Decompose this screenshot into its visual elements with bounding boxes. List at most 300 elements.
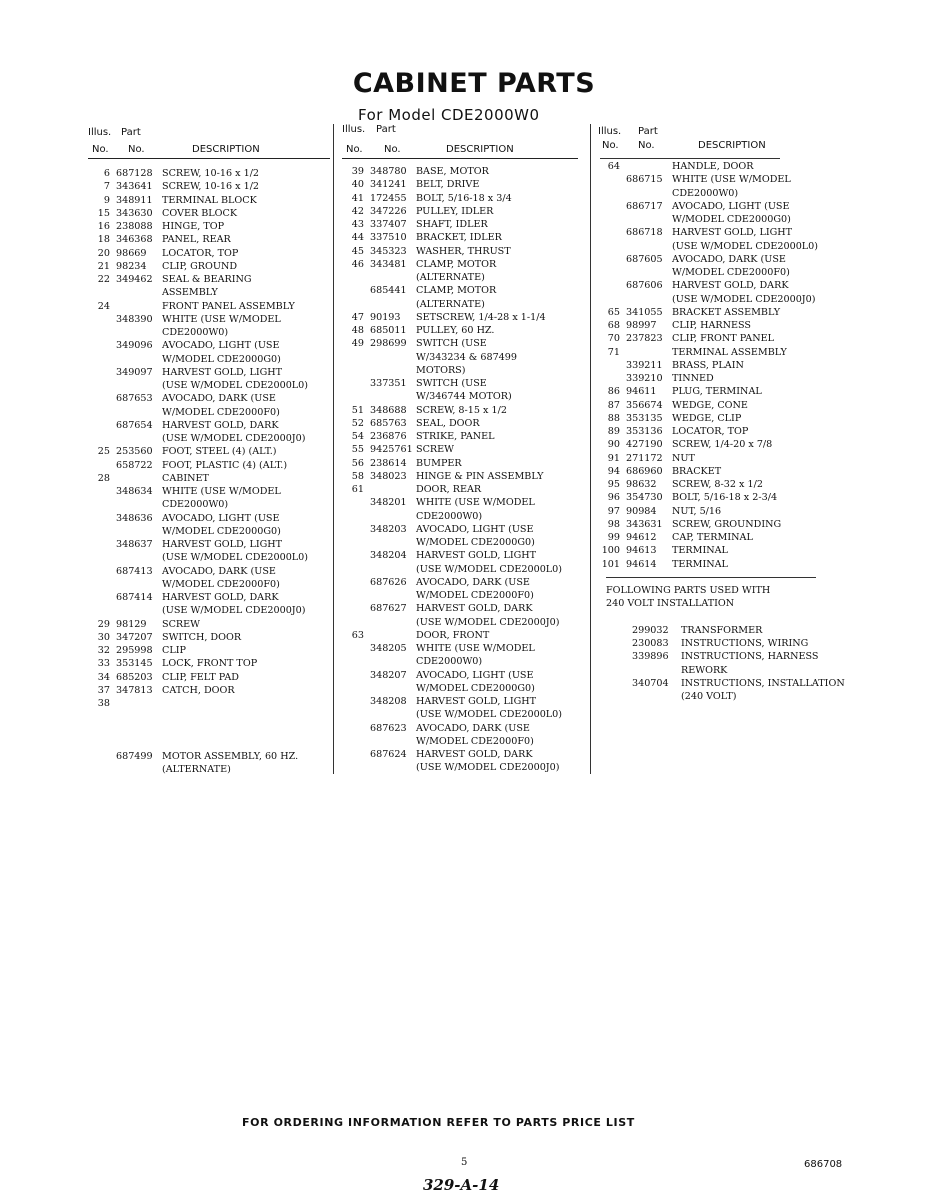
part-description: SHAFT, IDLER <box>416 219 488 230</box>
illus-number: 21 <box>97 260 110 272</box>
parts-row <box>598 213 868 226</box>
illus-number: 86 <box>607 386 620 398</box>
parts-row <box>342 311 578 324</box>
part-number: 348390 <box>116 313 153 325</box>
parts-row <box>88 657 330 670</box>
parts-row <box>342 549 578 562</box>
parts-row <box>88 326 330 339</box>
parts-row <box>88 286 330 299</box>
part-number: 347226 <box>370 205 407 217</box>
part-number: 687654 <box>116 419 153 431</box>
illus-number: 97 <box>607 505 620 517</box>
part-number: 271172 <box>626 452 663 464</box>
part-description: AVOCADO, DARK (USE <box>416 576 530 588</box>
illus-number: 44 <box>351 232 364 244</box>
header-description: DESCRIPTION <box>192 144 260 155</box>
part-number: 343631 <box>626 518 663 530</box>
part-number: 348688 <box>370 404 407 416</box>
illus-number: 38 <box>97 698 110 709</box>
header-part: Part <box>638 126 658 137</box>
parts-row <box>88 710 330 723</box>
part-description: W/MODEL CDE2000F0) <box>162 578 280 590</box>
part-description: FOOT, STEEL (4) (ALT.) <box>162 446 277 458</box>
part-description: LOCK, FRONT TOP <box>162 658 258 670</box>
illus-number: 49 <box>351 338 364 350</box>
document-number: 686708 <box>804 1159 843 1170</box>
parts-row <box>598 372 868 385</box>
illus-number: 70 <box>607 333 620 345</box>
part-description: HARVEST GOLD, LIGHT <box>416 550 537 562</box>
parts-row <box>342 695 578 708</box>
part-number: 686960 <box>626 465 663 477</box>
header-rule <box>600 158 780 159</box>
parts-row <box>88 366 330 379</box>
parts-row <box>88 737 330 750</box>
part-description: HARVEST GOLD, LIGHT <box>416 696 537 707</box>
parts-row <box>88 260 330 273</box>
part-number: 346368 <box>116 234 153 246</box>
parts-row <box>342 430 578 443</box>
part-number: 337510 <box>370 232 407 244</box>
part-description: AVOCADO, DARK (USE <box>672 253 786 265</box>
parts-row <box>342 735 578 748</box>
parts-row <box>88 724 330 737</box>
part-description: (USE W/MODEL CDE2000L0) <box>672 240 819 252</box>
part-description: SCREW, 10-16 x 1/2 <box>162 168 260 179</box>
part-number: 341241 <box>370 179 407 191</box>
illus-number: 87 <box>607 399 620 411</box>
part-number: 353145 <box>116 658 153 670</box>
parts-row <box>88 379 330 392</box>
part-number: 238614 <box>370 457 407 469</box>
parts-row <box>342 523 578 536</box>
parts-row <box>598 399 868 412</box>
parts-row <box>598 160 868 173</box>
part-number: 340704 <box>632 677 669 689</box>
illus-number: 88 <box>607 412 620 424</box>
part-description: CATCH, DOOR <box>162 684 235 696</box>
part-description: CDE2000W0) <box>162 327 229 338</box>
parts-row <box>598 346 868 359</box>
part-description: PULLEY, IDLER <box>416 205 494 217</box>
part-description: (ALTERNATE) <box>416 298 485 310</box>
part-description: SCREW, GROUNDING <box>672 518 782 530</box>
part-number: 687623 <box>370 722 407 734</box>
part-number: 337351 <box>370 378 407 389</box>
parts-row <box>88 750 330 763</box>
part-description: SCREW, 8-32 x 1/2 <box>672 479 763 490</box>
parts-row <box>88 406 330 419</box>
part-description: CDE2000W0) <box>162 499 229 511</box>
parts-row <box>342 192 578 205</box>
illus-number: 55 <box>351 444 364 456</box>
part-description: CLIP, FRONT PANEL <box>672 333 774 345</box>
parts-row <box>342 218 578 231</box>
part-number: 98129 <box>116 618 147 630</box>
parts-row <box>88 684 330 697</box>
parts-row <box>342 616 578 629</box>
part-description: TERMINAL <box>672 558 728 570</box>
part-description: SCREW, 8-15 x 1/2 <box>416 404 507 416</box>
part-number: 348204 <box>370 550 407 562</box>
part-description: (USE W/MODEL CDE2000J0) <box>416 762 560 774</box>
part-number: 348636 <box>116 512 153 524</box>
part-description: HARVEST GOLD, DARK <box>416 749 533 760</box>
part-description: HARVEST GOLD, DARK <box>162 419 279 431</box>
part-number: 348780 <box>370 166 407 177</box>
part-description: (USE W/MODEL CDE2000J0) <box>162 433 306 444</box>
part-number: 687413 <box>116 565 153 577</box>
parts-row <box>342 682 578 695</box>
part-description: (USE W/MODEL CDE2000J0) <box>672 293 816 305</box>
ordering-footer: FOR ORDERING INFORMATION REFER TO PARTS PRICE LIST <box>242 1116 635 1129</box>
part-description: NUT, 5/16 <box>672 505 722 517</box>
parts-row <box>88 207 330 220</box>
part-description: (USE W/MODEL CDE2000J0) <box>162 605 306 617</box>
illus-number: 61 <box>351 484 364 495</box>
illus-number: 37 <box>97 684 110 696</box>
part-number: 343630 <box>116 207 153 219</box>
parts-row <box>342 536 578 549</box>
part-description: (ALTERNATE) <box>162 764 231 776</box>
illus-number: 42 <box>351 205 364 217</box>
parts-row <box>342 602 578 615</box>
parts-row <box>598 319 868 332</box>
parts-row <box>88 578 330 591</box>
illus-number: 43 <box>351 219 364 230</box>
illus-number: 95 <box>607 479 620 490</box>
parts-row <box>342 231 578 244</box>
parts-row <box>598 518 868 531</box>
part-description: CABINET <box>162 472 209 484</box>
part-description: W/MODEL CDE2000G0) <box>416 537 535 548</box>
part-description: W/MODEL CDE2000F0) <box>162 406 280 418</box>
part-description: AVOCADO, DARK (USE <box>416 722 530 734</box>
parts-row <box>88 512 330 525</box>
illus-number: 51 <box>351 404 364 416</box>
part-number: 298699 <box>370 338 407 350</box>
column-header <box>342 126 578 159</box>
column-header <box>598 126 868 158</box>
part-number: 98997 <box>626 320 657 331</box>
parts-row <box>88 220 330 233</box>
part-description: PANEL, REAR <box>162 234 231 246</box>
parts-row <box>88 194 330 207</box>
illus-number: 64 <box>607 161 620 172</box>
parts-column-1 <box>88 126 330 777</box>
part-number: 347207 <box>116 631 153 643</box>
part-description: (ALTERNATE) <box>416 272 485 283</box>
part-description: CLIP <box>162 645 186 656</box>
parts-row <box>342 589 578 602</box>
illus-number: 100 <box>601 545 620 557</box>
part-number: 685203 <box>116 671 153 683</box>
part-description: AVOCADO, LIGHT (USE <box>416 669 534 681</box>
parts-row <box>598 465 868 478</box>
parts-row <box>598 531 868 544</box>
part-description: MOTOR ASSEMBLY, 60 HZ. <box>162 751 299 762</box>
part-description: WHITE (USE W/MODEL <box>162 313 281 325</box>
illus-number: 7 <box>103 181 110 193</box>
part-number: 685441 <box>370 285 407 297</box>
part-number: 345323 <box>370 245 407 257</box>
parts-row <box>88 432 330 445</box>
part-description: W/346744 MOTOR) <box>416 391 512 403</box>
parts-rows <box>598 160 868 571</box>
page-subtitle: For Model CDE2000W0 <box>358 106 540 124</box>
part-description: TRANSFORMER <box>681 625 763 636</box>
part-number: 90984 <box>626 505 657 517</box>
illus-number: 90 <box>607 439 620 451</box>
illus-number: 45 <box>351 245 364 257</box>
part-description: WHITE (USE W/MODEL <box>416 497 535 509</box>
part-description: HARVEST GOLD, LIGHT <box>162 366 283 378</box>
parts-row <box>598 478 868 491</box>
parts-row <box>342 576 578 589</box>
note-heading: FOLLOWING PARTS USED WITH <box>606 585 771 596</box>
parts-row <box>88 591 330 604</box>
illus-number: 91 <box>607 452 620 464</box>
part-description: (USE W/MODEL CDE2000L0) <box>416 563 563 575</box>
parts-row <box>88 273 330 286</box>
part-number: 687627 <box>370 603 407 615</box>
parts-row <box>598 544 868 557</box>
illus-number: 40 <box>351 179 364 191</box>
illus-number: 25 <box>97 446 110 458</box>
parts-row <box>342 178 578 191</box>
illus-number: 29 <box>97 618 110 630</box>
parts-row <box>598 226 868 239</box>
part-description: CLAMP, MOTOR <box>416 285 497 297</box>
parts-row <box>88 631 330 644</box>
parts-row <box>342 245 578 258</box>
part-description: TINNED <box>672 373 714 384</box>
illus-number: 24 <box>97 300 110 312</box>
part-number: 348208 <box>370 696 407 707</box>
part-description: BOLT, 5/16-18 x 3/4 <box>416 192 512 204</box>
parts-row <box>342 377 578 390</box>
part-description: INSTRUCTIONS, WIRING <box>681 638 809 650</box>
part-number: 90193 <box>370 311 401 323</box>
parts-row <box>88 180 330 193</box>
part-number: 349462 <box>116 274 153 285</box>
part-number: 94612 <box>626 532 657 543</box>
part-description: CLIP, HARNESS <box>672 320 752 331</box>
illus-number: 63 <box>351 629 364 641</box>
parts-row <box>88 565 330 578</box>
part-number: 687605 <box>626 253 663 265</box>
header-illus: Illus. <box>598 126 622 137</box>
part-description: CDE2000W0) <box>416 656 483 668</box>
parts-row <box>88 353 330 366</box>
part-description: CDE2000W0) <box>672 187 739 199</box>
part-number: 347813 <box>116 684 153 696</box>
parts-row <box>342 205 578 218</box>
part-number: 238088 <box>116 221 153 232</box>
parts-row <box>598 385 868 398</box>
part-description: TERMINAL BLOCK <box>162 194 257 206</box>
part-number: 337407 <box>370 219 407 230</box>
part-description: W/MODEL CDE2000G0) <box>672 214 791 225</box>
part-description: HARVEST GOLD, DARK <box>162 592 279 603</box>
part-description: LOCATOR, TOP <box>162 247 239 259</box>
parts-row <box>88 498 330 511</box>
part-description: BUMPER <box>416 457 462 469</box>
part-description: FRONT PANEL ASSEMBLY <box>162 300 295 312</box>
page-title: CABINET PARTS <box>352 68 596 99</box>
parts-row <box>598 240 868 253</box>
part-description: WHITE (USE W/MODEL <box>416 643 535 654</box>
parts-row <box>342 364 578 377</box>
part-description: ASSEMBLY <box>162 287 218 299</box>
part-description: HARVEST GOLD, LIGHT <box>162 539 283 550</box>
parts-rows <box>342 165 578 775</box>
part-number: 686715 <box>626 174 663 186</box>
part-description: BRACKET ASSEMBLY <box>672 306 781 318</box>
part-description: AVOCADO, LIGHT (USE <box>672 200 790 212</box>
part-number: 354730 <box>626 492 663 504</box>
part-description: BOLT, 5/16-18 x 2-3/4 <box>672 492 778 504</box>
parts-row <box>88 485 330 498</box>
part-number: 343641 <box>116 181 153 193</box>
header-no: No. <box>128 144 145 155</box>
section-divider <box>606 577 816 578</box>
part-number: 94613 <box>626 545 657 557</box>
part-description: REWORK <box>681 664 728 676</box>
part-number: 658722 <box>116 459 153 471</box>
part-description: SWITCH, DOOR <box>162 631 242 643</box>
part-description: W/MODEL CDE2000G0) <box>162 525 281 537</box>
parts-row <box>88 538 330 551</box>
parts-row <box>342 470 578 483</box>
illus-number: 48 <box>351 325 364 336</box>
part-description: HARVEST GOLD, DARK <box>672 280 789 292</box>
illus-number: 89 <box>607 426 620 437</box>
parts-row <box>598 332 868 345</box>
parts-row <box>88 551 330 564</box>
parts-row <box>88 763 330 776</box>
part-number: 687414 <box>116 592 153 603</box>
part-description: SCREW, 10-16 x 1/2 <box>162 181 260 193</box>
note-heading: 240 VOLT INSTALLATION <box>606 598 735 609</box>
part-description: BRASS, PLAIN <box>672 359 744 371</box>
part-number: 295998 <box>116 645 153 656</box>
parts-row <box>598 253 868 266</box>
illus-number: 65 <box>607 306 620 318</box>
part-description: SWITCH (USE <box>416 338 487 350</box>
parts-row <box>88 300 330 313</box>
part-description: CLIP, FELT PAD <box>162 671 240 683</box>
illus-number: 9 <box>103 194 110 206</box>
illus-number: 20 <box>97 247 110 259</box>
part-number: 348203 <box>370 523 407 535</box>
parts-row <box>598 173 868 186</box>
illus-number: 71 <box>607 346 620 358</box>
part-number: 687499 <box>116 751 153 762</box>
parts-row <box>342 655 578 668</box>
part-number: 356674 <box>626 399 663 411</box>
part-description: INSTRUCTIONS, HARNESS <box>681 651 819 663</box>
column-divider <box>333 124 334 774</box>
part-number: 343481 <box>370 258 407 270</box>
part-description: AVOCADO, LIGHT (USE <box>162 340 280 352</box>
part-number: 348637 <box>116 539 153 550</box>
parts-row <box>598 266 868 279</box>
part-number: 687626 <box>370 576 407 588</box>
part-description: WHITE (USE W/MODEL <box>672 174 791 186</box>
part-description: LOCATOR, TOP <box>672 426 749 437</box>
parts-row <box>598 359 868 372</box>
handwritten-note: 329-A-14 <box>423 1176 500 1194</box>
parts-row <box>88 313 330 326</box>
parts-row <box>88 445 330 458</box>
part-number: 230083 <box>632 638 669 650</box>
parts-row <box>88 392 330 405</box>
parts-row <box>598 438 868 451</box>
part-description: WEDGE, CLIP <box>672 412 742 424</box>
illus-number: 47 <box>351 311 364 323</box>
part-number: 339896 <box>632 651 669 663</box>
parts-row <box>88 339 330 352</box>
part-number: 686717 <box>626 200 663 212</box>
part-description: HARVEST GOLD, DARK <box>416 603 533 615</box>
part-number: 353136 <box>626 426 663 437</box>
column-divider <box>590 124 591 774</box>
part-number: 348201 <box>370 497 407 509</box>
part-number: 348205 <box>370 643 407 654</box>
part-description: CDE2000W0) <box>416 510 483 522</box>
parts-row <box>598 412 868 425</box>
illus-number: 34 <box>97 671 110 683</box>
illus-number: 101 <box>601 558 620 570</box>
part-description: W/MODEL CDE2000F0) <box>672 267 790 278</box>
header-illus: Illus. <box>88 127 112 138</box>
part-description: WEDGE, CONE <box>672 399 748 411</box>
parts-row <box>342 298 578 311</box>
page-number: 5 <box>461 1157 468 1168</box>
illus-number: 94 <box>607 465 620 477</box>
part-number: 686718 <box>626 227 663 239</box>
parts-row <box>88 459 330 472</box>
part-number: 348207 <box>370 669 407 681</box>
parts-row <box>342 351 578 364</box>
parts-row <box>342 496 578 509</box>
illus-number: 54 <box>351 431 364 442</box>
part-description: PULLEY, 60 HZ. <box>416 325 495 336</box>
illus-number: 56 <box>351 457 364 469</box>
part-description: HINGE, TOP <box>162 221 225 232</box>
part-number: 94611 <box>626 386 657 398</box>
part-description: WHITE (USE W/MODEL <box>162 486 281 497</box>
part-number: 98669 <box>116 247 147 259</box>
part-number: 687653 <box>116 393 153 405</box>
part-description: HINGE & PIN ASSEMBLY <box>416 470 544 482</box>
parts-row <box>598 425 868 438</box>
part-description: HANDLE, DOOR <box>672 161 754 172</box>
parts-row <box>342 337 578 350</box>
part-description: BRACKET <box>672 465 722 477</box>
part-description: AVOCADO, LIGHT (USE <box>162 512 280 524</box>
parts-rows <box>88 167 330 777</box>
illus-number: 15 <box>97 207 110 219</box>
illus-number: 41 <box>351 192 364 204</box>
illus-number: 46 <box>351 258 364 270</box>
parts-column-3 <box>598 126 868 571</box>
part-number: 349096 <box>116 340 153 352</box>
part-number: 341055 <box>626 306 663 318</box>
part-number: 353135 <box>626 412 663 424</box>
part-number: 348023 <box>370 470 407 482</box>
